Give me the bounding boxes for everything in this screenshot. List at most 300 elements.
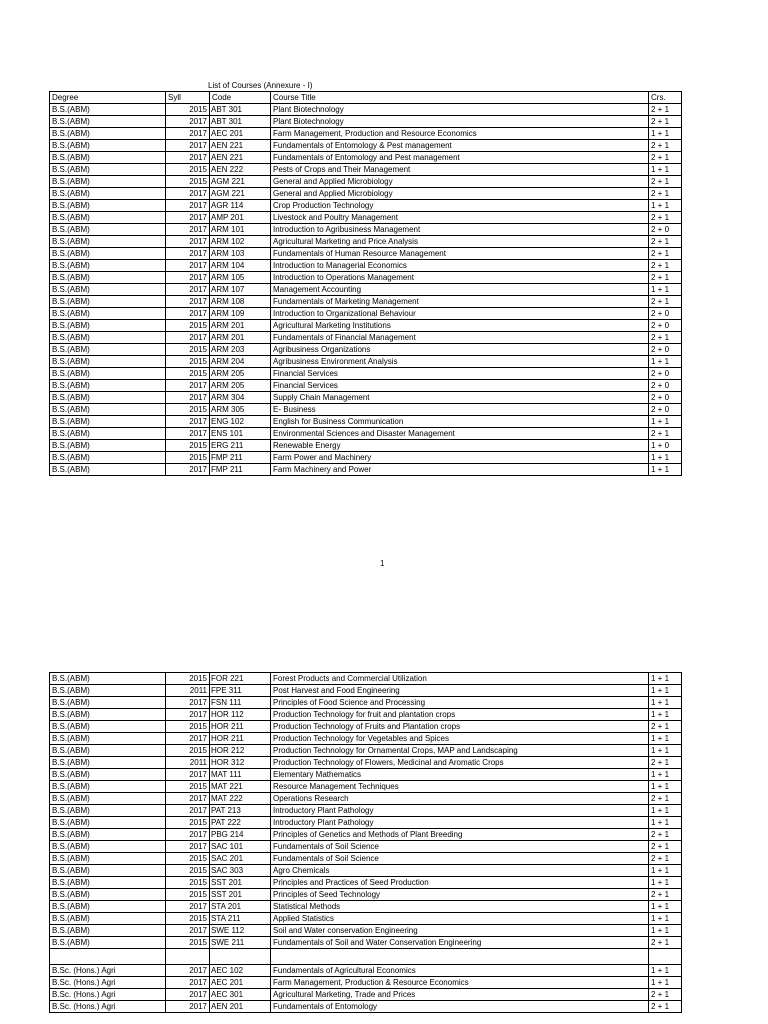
table-row (50, 937, 682, 949)
course-title-cell: Fundamentals of Agricultural Economics (271, 965, 649, 977)
degree-cell: B.S.(ABM) (50, 805, 166, 817)
syll-cell: 2017 (166, 841, 210, 853)
course-title-cell: Introduction to Organizational Behaviour (271, 308, 649, 320)
course-title-cell: Operations Research (271, 793, 649, 805)
table-row (50, 212, 682, 224)
credits-cell: 1 + 1 (649, 733, 682, 745)
syll-cell: 2015 (166, 320, 210, 332)
degree-cell: B.Sc. (Hons.) Agri (50, 1001, 166, 1013)
degree-cell: B.S.(ABM) (50, 164, 166, 176)
table-row (50, 200, 682, 212)
code-cell: SAC 201 (210, 853, 271, 865)
syll-cell: 2015 (166, 673, 210, 685)
syll-cell: 2017 (166, 116, 210, 128)
syll-cell: 2017 (166, 901, 210, 913)
syll-cell: 2015 (166, 817, 210, 829)
table-row (50, 949, 682, 965)
syll-cell: 2017 (166, 733, 210, 745)
code-cell: SAC 101 (210, 841, 271, 853)
table-row (50, 104, 682, 116)
table-row (50, 116, 682, 128)
code-cell: AEC 301 (210, 989, 271, 1001)
credits-cell: 2 + 1 (649, 829, 682, 841)
table-row (50, 224, 682, 236)
table-header-row (50, 92, 682, 104)
syll-cell: 2015 (166, 104, 210, 116)
code-cell: FPE 311 (210, 685, 271, 697)
credits-cell: 2 + 1 (649, 989, 682, 1001)
degree-cell: B.S.(ABM) (50, 925, 166, 937)
code-cell: AEN 221 (210, 140, 271, 152)
syll-cell: 2015 (166, 781, 210, 793)
credits-cell: 2 + 1 (649, 889, 682, 901)
course-title-cell: Forest Products and Commercial Utilization (271, 673, 649, 685)
degree-cell: B.S.(ABM) (50, 140, 166, 152)
degree-cell: B.S.(ABM) (50, 320, 166, 332)
credits-cell: 2 + 1 (649, 188, 682, 200)
degree-cell: B.S.(ABM) (50, 721, 166, 733)
table-row (50, 464, 682, 476)
credits-cell: 1 + 1 (649, 673, 682, 685)
code-cell: AEC 201 (210, 977, 271, 989)
code-cell: PAT 222 (210, 817, 271, 829)
syll-cell: 2017 (166, 793, 210, 805)
course-title-cell (271, 949, 649, 965)
course-title-cell: Farm Power and Machinery (271, 452, 649, 464)
course-title-cell: Financial Services (271, 380, 649, 392)
degree-cell: B.S.(ABM) (50, 865, 166, 877)
table-row (50, 176, 682, 188)
credits-cell: 2 + 1 (649, 212, 682, 224)
degree-cell: B.S.(ABM) (50, 841, 166, 853)
course-title-cell: Supply Chain Management (271, 392, 649, 404)
degree-cell: B.Sc. (Hons.) Agri (50, 977, 166, 989)
table-row (50, 889, 682, 901)
code-cell: STA 211 (210, 913, 271, 925)
code-cell: ARM 205 (210, 380, 271, 392)
table-row (50, 128, 682, 140)
table-row (50, 296, 682, 308)
table-row (50, 392, 682, 404)
code-cell: PAT 213 (210, 805, 271, 817)
course-title-cell: Renewable Energy (271, 440, 649, 452)
header-syll: Syll (166, 92, 210, 104)
table-row (50, 793, 682, 805)
credits-cell: 2 + 0 (649, 404, 682, 416)
code-cell: HOR 211 (210, 733, 271, 745)
course-title-cell: Principles of Seed Technology (271, 889, 649, 901)
degree-cell: B.S.(ABM) (50, 440, 166, 452)
table-row (50, 757, 682, 769)
syll-cell: 2017 (166, 128, 210, 140)
syll-cell: 2017 (166, 380, 210, 392)
syll-cell: 2017 (166, 200, 210, 212)
degree-cell: B.S.(ABM) (50, 236, 166, 248)
syll-cell: 2015 (166, 368, 210, 380)
syll-cell: 2017 (166, 1001, 210, 1013)
syll-cell: 2017 (166, 224, 210, 236)
degree-cell: B.S.(ABM) (50, 260, 166, 272)
degree-cell: B.S.(ABM) (50, 685, 166, 697)
code-cell: ENS 101 (210, 428, 271, 440)
degree-cell: B.S.(ABM) (50, 817, 166, 829)
credits-cell: 1 + 1 (649, 805, 682, 817)
credits-cell: 1 + 1 (649, 877, 682, 889)
header-code: Code (210, 92, 271, 104)
syll-cell: 2015 (166, 913, 210, 925)
credits-cell: 2 + 1 (649, 793, 682, 805)
syll-cell: 2015 (166, 889, 210, 901)
course-title-cell: Fundamentals of Entomology and Pest management (271, 152, 649, 164)
course-title-cell: Fundamentals of Entomology & Pest management (271, 140, 649, 152)
syll-cell: 2015 (166, 164, 210, 176)
credits-cell: 1 + 1 (649, 452, 682, 464)
credits-cell: 2 + 1 (649, 140, 682, 152)
header-credits: Crs. (649, 92, 682, 104)
code-cell: SWE 112 (210, 925, 271, 937)
code-cell: ABT 301 (210, 116, 271, 128)
credits-cell: 1 + 1 (649, 965, 682, 977)
credits-cell: 2 + 1 (649, 272, 682, 284)
table-row (50, 925, 682, 937)
table-row (50, 344, 682, 356)
code-cell: AEC 102 (210, 965, 271, 977)
course-title-cell: Crop Production Technology (271, 200, 649, 212)
credits-cell: 2 + 1 (649, 116, 682, 128)
code-cell: FOR 221 (210, 673, 271, 685)
syll-cell: 2015 (166, 176, 210, 188)
syll-cell: 2015 (166, 721, 210, 733)
credits-cell: 2 + 0 (649, 392, 682, 404)
table-row (50, 853, 682, 865)
degree-cell (50, 949, 166, 965)
degree-cell: B.S.(ABM) (50, 709, 166, 721)
course-title-cell: Farm Management, Production & Resource Economics (271, 977, 649, 989)
syll-cell: 2011 (166, 757, 210, 769)
course-title-cell: Agricultural Marketing Institutions (271, 320, 649, 332)
syll-cell: 2015 (166, 937, 210, 949)
syll-cell: 2017 (166, 989, 210, 1001)
course-title-cell: Production Technology for fruit and plantation crops (271, 709, 649, 721)
code-cell: SAC 303 (210, 865, 271, 877)
course-title-cell: Agribusiness Organizations (271, 344, 649, 356)
table-row (50, 769, 682, 781)
degree-cell: B.S.(ABM) (50, 344, 166, 356)
code-cell: ARM 103 (210, 248, 271, 260)
degree-cell: B.S.(ABM) (50, 452, 166, 464)
course-title-cell: Production Technology for Ornamental Crops, MAP and Landscaping (271, 745, 649, 757)
code-cell: MAT 111 (210, 769, 271, 781)
code-cell: AMP 201 (210, 212, 271, 224)
credits-cell: 2 + 1 (649, 853, 682, 865)
syll-cell: 2017 (166, 188, 210, 200)
degree-cell: B.S.(ABM) (50, 913, 166, 925)
credits-cell: 1 + 1 (649, 769, 682, 781)
table-row (50, 308, 682, 320)
course-title-cell: Elementary Mathematics (271, 769, 649, 781)
syll-cell: 2017 (166, 805, 210, 817)
credits-cell: 1 + 1 (649, 200, 682, 212)
table-row (50, 188, 682, 200)
syll-cell: 2011 (166, 685, 210, 697)
credits-cell: 1 + 1 (649, 901, 682, 913)
degree-cell: B.Sc. (Hons.) Agri (50, 965, 166, 977)
credits-cell: 1 + 1 (649, 164, 682, 176)
syll-cell: 2017 (166, 284, 210, 296)
table-row (50, 272, 682, 284)
degree-cell: B.S.(ABM) (50, 464, 166, 476)
course-title-cell: Agro Chemicals (271, 865, 649, 877)
credits-cell: 2 + 1 (649, 721, 682, 733)
code-cell: ARM 105 (210, 272, 271, 284)
credits-cell: 2 + 1 (649, 248, 682, 260)
syll-cell: 2015 (166, 344, 210, 356)
table-row (50, 380, 682, 392)
code-cell: AGM 221 (210, 188, 271, 200)
syll-cell: 2015 (166, 356, 210, 368)
degree-cell: B.S.(ABM) (50, 428, 166, 440)
code-cell: ENG 102 (210, 416, 271, 428)
credits-cell: 1 + 1 (649, 709, 682, 721)
table-row (50, 1001, 682, 1013)
course-title-cell: Agricultural Marketing and Price Analysis (271, 236, 649, 248)
credits-cell: 1 + 1 (649, 697, 682, 709)
code-cell: SWE 211 (210, 937, 271, 949)
table-row (50, 733, 682, 745)
page-title: List of Courses (Annexure - I) (208, 81, 313, 90)
credits-cell: 2 + 1 (649, 332, 682, 344)
credits-cell: 2 + 1 (649, 296, 682, 308)
syll-cell: 2017 (166, 296, 210, 308)
degree-cell: B.S.(ABM) (50, 104, 166, 116)
credits-cell: 1 + 1 (649, 464, 682, 476)
course-title-cell: Plant Biotechnology (271, 104, 649, 116)
table-row (50, 805, 682, 817)
course-title-cell: Fundamentals of Soil and Water Conservation Engineering (271, 937, 649, 949)
degree-cell: B.S.(ABM) (50, 757, 166, 769)
syll-cell: 2015 (166, 865, 210, 877)
table-row (50, 781, 682, 793)
course-title-cell: E- Business (271, 404, 649, 416)
credits-cell: 2 + 0 (649, 380, 682, 392)
table-row (50, 721, 682, 733)
table-row (50, 284, 682, 296)
code-cell: MAT 221 (210, 781, 271, 793)
degree-cell: B.S.(ABM) (50, 224, 166, 236)
credits-cell: 2 + 0 (649, 308, 682, 320)
code-cell: ARM 205 (210, 368, 271, 380)
syll-cell: 2017 (166, 697, 210, 709)
course-title-cell: Agricultural Marketing, Trade and Prices (271, 989, 649, 1001)
credits-cell: 2 + 1 (649, 152, 682, 164)
course-title-cell: Applied Statistics (271, 913, 649, 925)
credits-cell: 2 + 0 (649, 320, 682, 332)
course-title-cell: Principles of Food Science and Processing (271, 697, 649, 709)
syll-cell: 2015 (166, 404, 210, 416)
credits-cell: 2 + 1 (649, 236, 682, 248)
syll-cell: 2017 (166, 212, 210, 224)
syll-cell: 2017 (166, 769, 210, 781)
credits-cell: 1 + 1 (649, 913, 682, 925)
credits-cell: 1 + 1 (649, 416, 682, 428)
code-cell: FSN 111 (210, 697, 271, 709)
course-title-cell: Plant Biotechnology (271, 116, 649, 128)
credits-cell (649, 949, 682, 965)
syll-cell: 2017 (166, 464, 210, 476)
course-table-part-2 (49, 672, 682, 1013)
code-cell: FMP 211 (210, 464, 271, 476)
course-title-cell: Fundamentals of Financial Management (271, 332, 649, 344)
course-title-cell: Production Technology of Fruits and Plantation crops (271, 721, 649, 733)
course-title-cell: English for Business Communication (271, 416, 649, 428)
course-title-cell: Production Technology of Flowers, Medicinal and Aromatic Crops (271, 757, 649, 769)
course-title-cell: Agribusiness Environment Analysis (271, 356, 649, 368)
code-cell: ERG 211 (210, 440, 271, 452)
code-cell: SST 201 (210, 877, 271, 889)
degree-cell: B.S.(ABM) (50, 200, 166, 212)
code-cell: ARM 108 (210, 296, 271, 308)
table-row (50, 260, 682, 272)
table-row (50, 404, 682, 416)
table-row (50, 965, 682, 977)
credits-cell: 2 + 0 (649, 368, 682, 380)
degree-cell: B.S.(ABM) (50, 152, 166, 164)
course-title-cell: Livestock and Poultry Management (271, 212, 649, 224)
degree-cell: B.Sc. (Hons.) Agri (50, 989, 166, 1001)
code-cell: HOR 112 (210, 709, 271, 721)
syll-cell: 2015 (166, 877, 210, 889)
code-cell: ARM 204 (210, 356, 271, 368)
syll-cell: 2017 (166, 416, 210, 428)
table-row (50, 685, 682, 697)
degree-cell: B.S.(ABM) (50, 356, 166, 368)
table-row (50, 164, 682, 176)
course-title-cell: Production Technology for Vegetables and Spices (271, 733, 649, 745)
degree-cell: B.S.(ABM) (50, 308, 166, 320)
course-title-cell: Fundamentals of Entomology (271, 1001, 649, 1013)
table-row (50, 152, 682, 164)
credits-cell: 1 + 1 (649, 284, 682, 296)
degree-cell: B.S.(ABM) (50, 248, 166, 260)
degree-cell: B.S.(ABM) (50, 272, 166, 284)
degree-cell: B.S.(ABM) (50, 853, 166, 865)
course-title-cell: Introduction to Agribusiness Management (271, 224, 649, 236)
degree-cell: B.S.(ABM) (50, 901, 166, 913)
table-row (50, 428, 682, 440)
syll-cell: 2017 (166, 829, 210, 841)
degree-cell: B.S.(ABM) (50, 416, 166, 428)
syll-cell: 2017 (166, 308, 210, 320)
header-degree: Degree (50, 92, 166, 104)
degree-cell: B.S.(ABM) (50, 733, 166, 745)
credits-cell: 1 + 1 (649, 781, 682, 793)
course-title-cell: Introduction to Operations Management (271, 272, 649, 284)
degree-cell: B.S.(ABM) (50, 793, 166, 805)
course-title-cell: Pests of Crops and Their Management (271, 164, 649, 176)
credits-cell: 1 + 1 (649, 745, 682, 757)
credits-cell: 1 + 1 (649, 925, 682, 937)
table-row (50, 332, 682, 344)
code-cell: ARM 201 (210, 320, 271, 332)
code-cell: ARM 102 (210, 236, 271, 248)
code-cell: AEN 201 (210, 1001, 271, 1013)
degree-cell: B.S.(ABM) (50, 781, 166, 793)
course-title-cell: Environmental Sciences and Disaster Management (271, 428, 649, 440)
table-row (50, 416, 682, 428)
code-cell: ARM 109 (210, 308, 271, 320)
table-row (50, 440, 682, 452)
degree-cell: B.S.(ABM) (50, 116, 166, 128)
syll-cell: 2017 (166, 392, 210, 404)
credits-cell: 1 + 1 (649, 977, 682, 989)
degree-cell: B.S.(ABM) (50, 332, 166, 344)
credits-cell: 1 + 1 (649, 865, 682, 877)
credits-cell: 2 + 1 (649, 428, 682, 440)
table-row (50, 989, 682, 1001)
degree-cell: B.S.(ABM) (50, 673, 166, 685)
table-row (50, 829, 682, 841)
syll-cell: 2015 (166, 745, 210, 757)
syll-cell: 2017 (166, 965, 210, 977)
credits-cell: 1 + 1 (649, 685, 682, 697)
code-cell: ARM 305 (210, 404, 271, 416)
degree-cell: B.S.(ABM) (50, 877, 166, 889)
credits-cell: 1 + 0 (649, 440, 682, 452)
degree-cell: B.S.(ABM) (50, 392, 166, 404)
code-cell: HOR 312 (210, 757, 271, 769)
course-title-cell: General and Applied Microbiology (271, 188, 649, 200)
credits-cell: 1 + 1 (649, 128, 682, 140)
degree-cell: B.S.(ABM) (50, 937, 166, 949)
course-table-part-1 (49, 91, 682, 476)
page-number: 1 (380, 559, 385, 568)
credits-cell: 2 + 1 (649, 937, 682, 949)
code-cell: ARM 201 (210, 332, 271, 344)
credits-cell: 2 + 1 (649, 841, 682, 853)
degree-cell: B.S.(ABM) (50, 296, 166, 308)
table-row (50, 977, 682, 989)
table-row (50, 817, 682, 829)
course-title-cell: Introductory Plant Pathology (271, 805, 649, 817)
course-title-cell: Principles of Genetics and Methods of Plant Breeding (271, 829, 649, 841)
course-title-cell: Fundamentals of Soil Science (271, 853, 649, 865)
syll-cell: 2017 (166, 152, 210, 164)
code-cell: SST 201 (210, 889, 271, 901)
syll-cell (166, 949, 210, 965)
code-cell: ABT 301 (210, 104, 271, 116)
syll-cell: 2017 (166, 925, 210, 937)
course-title-cell: Introduction to Managerial Economics (271, 260, 649, 272)
table-row (50, 236, 682, 248)
course-title-cell: Financial Services (271, 368, 649, 380)
degree-cell: B.S.(ABM) (50, 176, 166, 188)
credits-cell: 2 + 1 (649, 104, 682, 116)
degree-cell: B.S.(ABM) (50, 368, 166, 380)
degree-cell: B.S.(ABM) (50, 188, 166, 200)
course-title-cell: Fundamentals of Human Resource Management (271, 248, 649, 260)
syll-cell: 2017 (166, 236, 210, 248)
table-row (50, 452, 682, 464)
course-title-cell: Post Harvest and Food Engineering (271, 685, 649, 697)
degree-cell: B.S.(ABM) (50, 889, 166, 901)
table-row (50, 745, 682, 757)
code-cell: AEC 201 (210, 128, 271, 140)
degree-cell: B.S.(ABM) (50, 697, 166, 709)
degree-cell: B.S.(ABM) (50, 404, 166, 416)
table-row (50, 913, 682, 925)
syll-cell: 2017 (166, 428, 210, 440)
table-row (50, 673, 682, 685)
